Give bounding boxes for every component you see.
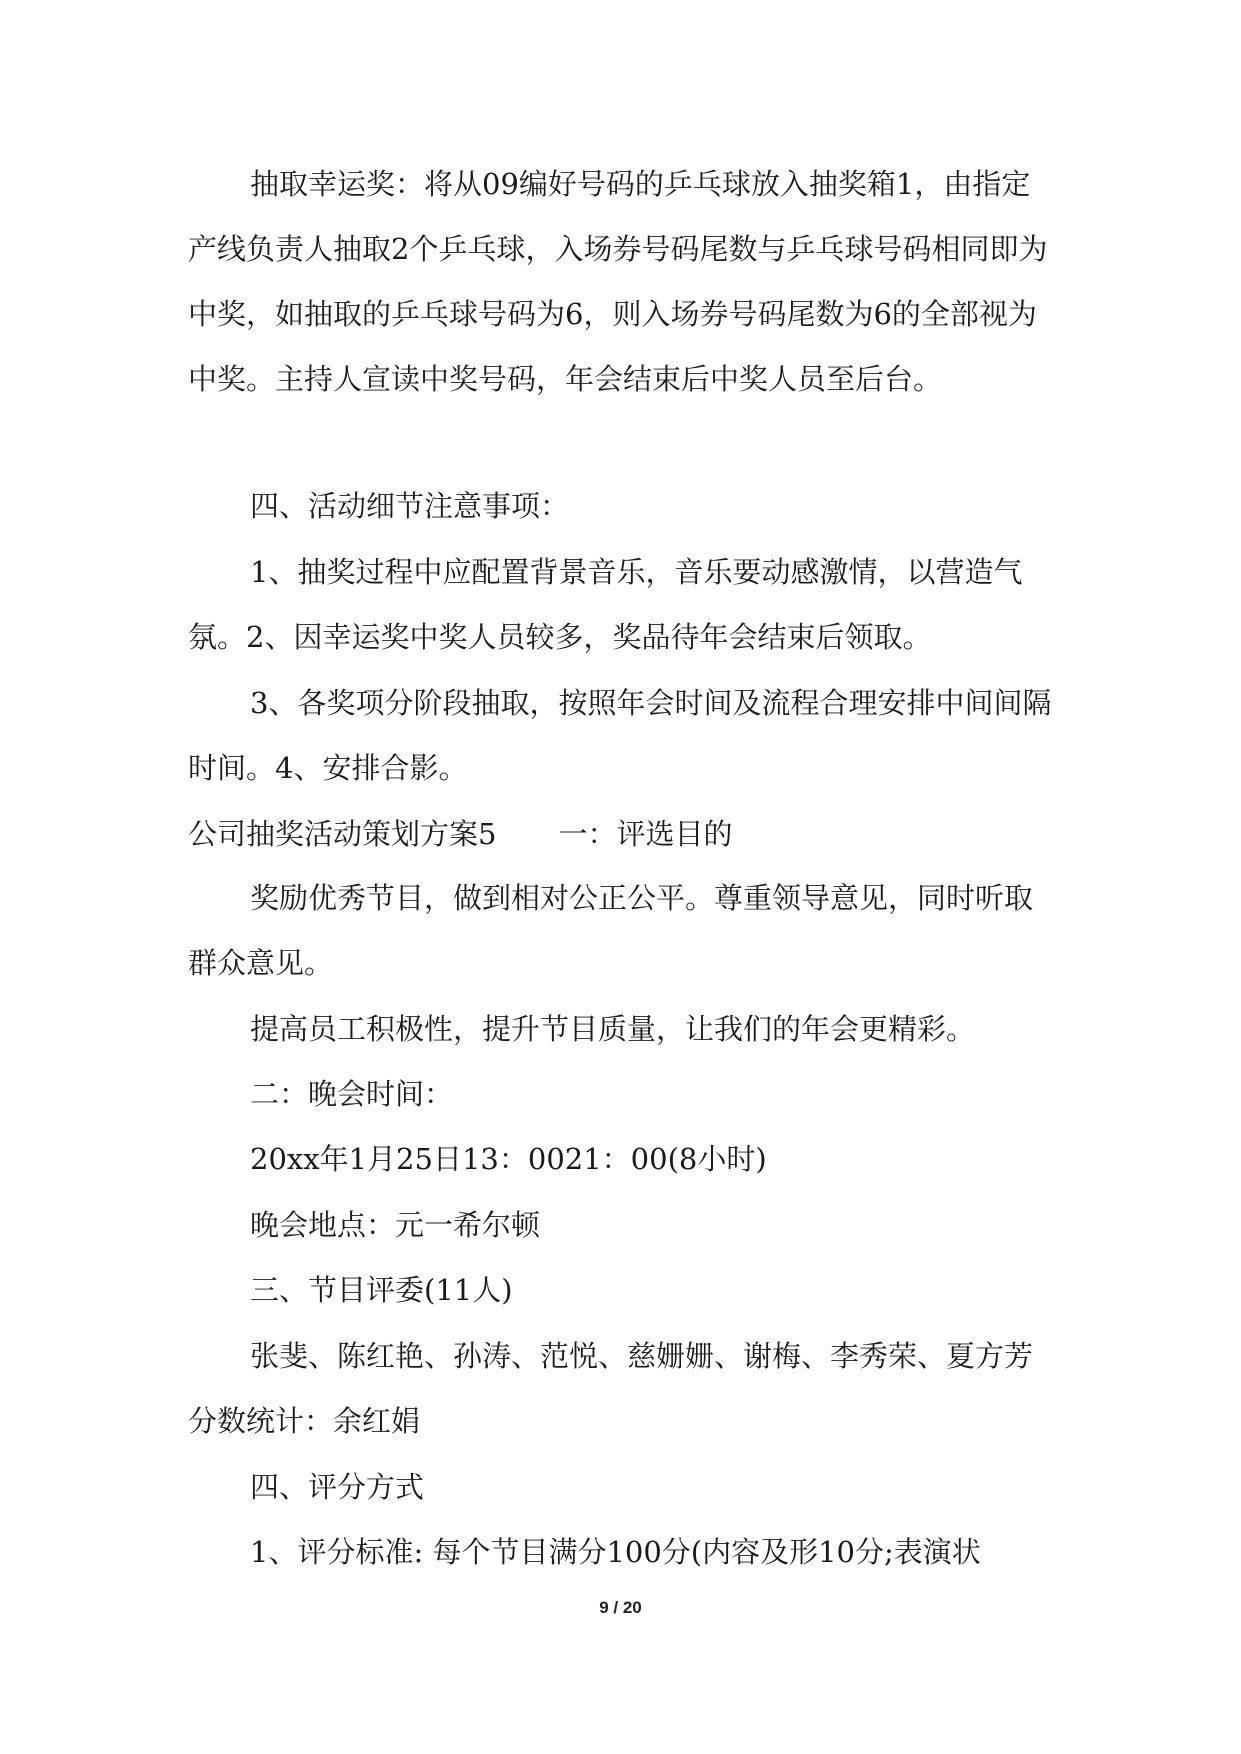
paragraph-purpose: 奖励优秀节目，做到相对公正公平。尊重领导意见，同时听取群众意见。 bbox=[188, 881, 1034, 980]
paragraph-notes-1-2: 1、抽奖过程中应配置背景音乐，音乐要动感激情，以营造气氛。2、因幸运奖中奖人员较多，奖品待年会结束后领取。 bbox=[188, 555, 1023, 654]
paragraph-lucky-draw: 抽取幸运奖：将从09编好号码的乒乓球放入抽奖箱1，由指定产线负责人抽取2个乒乓球，入场券号码尾数与乒乓球号码相同即为中奖，如抽取的乒乓球号码为6，则入场券号码尾数为6的全部视为中奖。主持人宣读中奖号码，年会结束后中奖人员至后台。 bbox=[188, 167, 1048, 396]
paragraph-judges-list: 张斐、陈红艳、孙涛、范悦、慈姗姗、谢梅、李秀荣、夏方芳分数统计：余红娟 bbox=[188, 1339, 1034, 1438]
plan-subheading: 一：评选目的 bbox=[558, 817, 733, 851]
paragraph-motivation: 提高员工积极性，提升节目质量，让我们的年会更精彩。 bbox=[250, 1012, 976, 1046]
section-heading-time: 二：晚会时间： bbox=[250, 1077, 454, 1111]
section-heading-judges: 三、节目评委(11人) bbox=[250, 1273, 513, 1307]
section-heading-notes: 四、活动细节注意事项： bbox=[250, 489, 570, 523]
paragraph-scoring-criteria: 1、评分标准: 每个节目满分100分(内容及形10分;表演状 bbox=[250, 1535, 981, 1569]
paragraph-date-time: 20xx年1月25日13：0021：00(8小时) bbox=[250, 1142, 767, 1176]
section-heading-scoring: 四、评分方式 bbox=[250, 1470, 425, 1504]
plan-title-line bbox=[188, 802, 1053, 867]
paragraph-venue: 晚会地点：元一希尔顿 bbox=[250, 1208, 541, 1242]
page-number: 9 / 20 bbox=[599, 1598, 642, 1617]
paragraph-notes-3-4: 3、各奖项分阶段抽取，按照年会时间及流程合理安排中间间隔时间。4、安排合影。 bbox=[188, 686, 1052, 785]
plan-title: 公司抽奖活动策划方案5 bbox=[188, 817, 497, 851]
